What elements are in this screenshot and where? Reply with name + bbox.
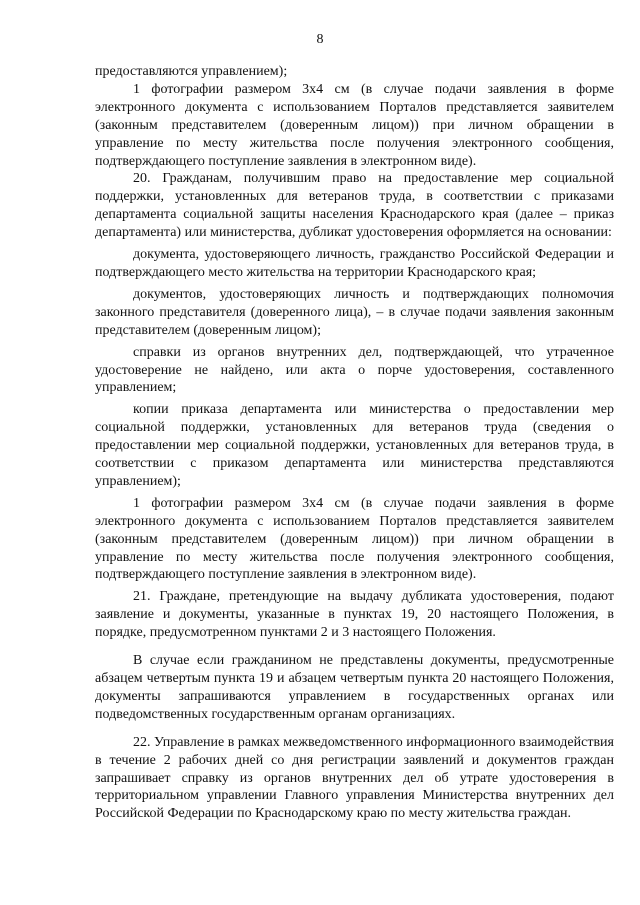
paragraph: 21. Граждане, претендующие на выдачу дубликата удостоверения, подают заявление и документы, указанные в пунктах 19, 20 настоящего Положения, в порядке, предусмотренном пунктами 2 и 3 настоящего Положения. — [95, 589, 614, 641]
page-body — [95, 63, 614, 823]
paragraph: документа, удостоверяющего личность, гражданство Российской Федерации и подтверждающего место жительства на территории Краснодарского края; — [95, 247, 614, 280]
paragraph: копии приказа департамента или министерства о предоставлении мер социальной поддержки, установленных для ветеранов труда (сведения о предоставлении мер социальной поддержки, установленных для ветеранов труда, в соответствии с приказом департамента или министерства представляются управлением); — [95, 402, 614, 489]
paragraph: 1 фотографии размером 3х4 см (в случае подачи заявления в форме электронного документа с использованием Порталов представляется заявителем (законным представителем (доверенным лицом)) при личном обращении в управление по месту жительства после получения электронного сообщения, подтверждающего поступление заявления в электронном виде). — [95, 495, 614, 583]
page-number: 8 — [316, 32, 324, 47]
paragraph: документов, удостоверяющих личность и подтверждающих полномочия законного представителя (доверенного лица), – в случае подачи заявления законным представителем (доверенным лицом); — [95, 286, 614, 338]
paragraph: 20. Гражданам, получившим право на предоставление мер социальной поддержки, установленных для ветеранов труда, в соответствии с приказами департамента социальной защиты населения Краснодарского края (далее – приказ департамента) или министерства, дубликат удостоверения оформляется на основании: — [95, 171, 614, 241]
paragraph: В случае если гражданином не представлены документы, предусмотренные абзацем четвертым пункта 19 и абзацем четвертым пункта 20 настоящего Положения, документы запрашиваются управлением в государственных органах или подведомственных государственным органам организациях. — [95, 653, 614, 722]
paragraph: 22. Управление в рамках межведомственного информационного взаимодействия в течение 2 рабочих дней со дня регистрации заявлений и документов граждан запрашивает справку из органов внутренних дел об утрате удостоверения в территориальном управлении Главного управления Министерства внутренних дел Российской Федерации по Краснодарскому краю по месту жительства граждан. — [95, 734, 614, 822]
paragraph: 1 фотографии размером 3х4 см (в случае подачи заявления в форме электронного документа с использованием Порталов представляется заявителем (законным представителем (доверенным лицом)) при личном обращении в управление по месту жительства после получения электронного сообщения, подтверждающего поступление заявления в электронном виде). — [95, 81, 614, 169]
paragraph: предоставляются управлением); — [95, 64, 288, 79]
paragraph: справки из органов внутренних дел, подтверждающей, что утраченное удостоверение не найдено, или акта о порче удостоверения, составленного управлением; — [95, 344, 614, 396]
